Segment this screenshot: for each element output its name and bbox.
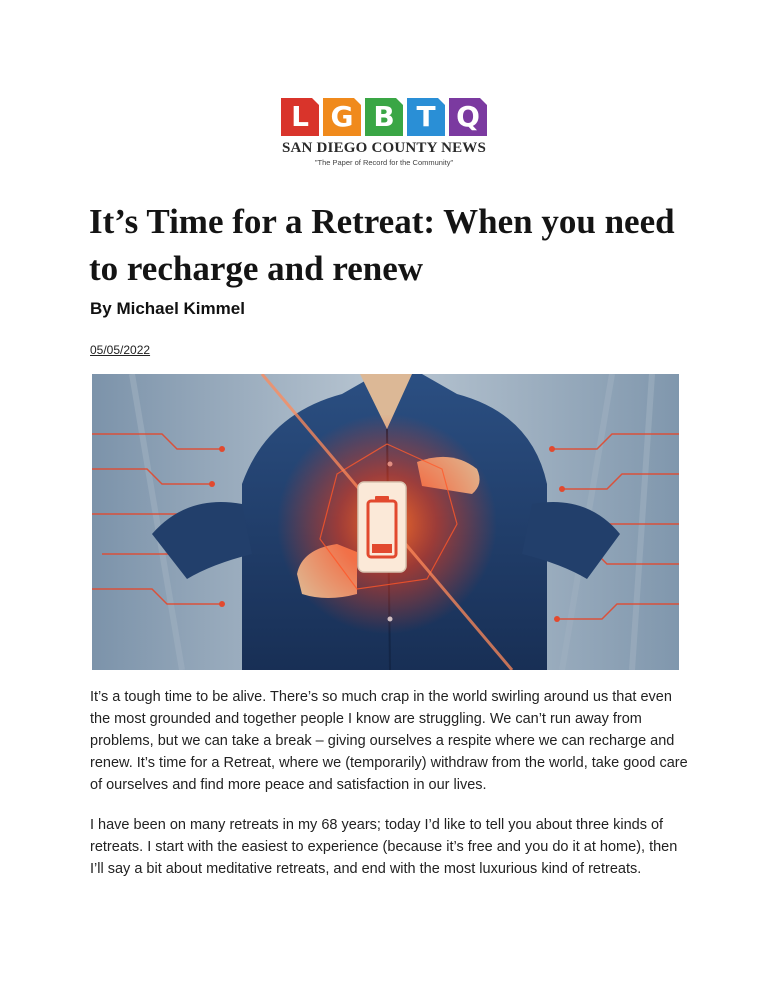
article-paragraph: It’s a tough time to be alive. There’s so much crap in the world swirling around us that even the most grounded and together people I know are struggling. We can’t run away from problems, but we can take a break – giving ourselves a respite where we can recharge and renew. It’s time for a Retreat, where we (temporarily) withdraw from the world, take good care of ourselves and find more peace and satisfaction in our lives. xyxy=(90,689,688,793)
publication-name: SAN DIEGO COUNTY NEWS xyxy=(281,140,487,156)
publication-tagline: "The Paper of Record for the Community" xyxy=(314,158,454,167)
logo-letter-g: G xyxy=(323,98,361,136)
lgbtq-logo[interactable] xyxy=(0,98,768,136)
logo-letter-b: B xyxy=(365,98,403,136)
masthead xyxy=(0,98,768,167)
article-byline: By Michael Kimmel xyxy=(90,299,245,318)
article-headline: It’s Time for a Retreat: When you need to recharge and renew xyxy=(89,202,675,288)
logo-letter-t: T xyxy=(407,98,445,136)
hero-image xyxy=(92,374,679,670)
low-battery-phone-icon xyxy=(358,482,406,572)
article-paragraph: I have been on many retreats in my 68 years; today I’d like to tell you about three kinds of retreats. I start with the easiest to experience (because it’s free and you do it at home), then I’ll say a bit about meditative retreats, and end with the most luxurious kind of retreats. xyxy=(90,817,678,877)
logo-letter-q: Q xyxy=(449,98,487,136)
article-body xyxy=(90,686,690,898)
article-date[interactable]: 05/05/2022 xyxy=(90,343,151,357)
logo-letter-l: L xyxy=(281,98,319,136)
